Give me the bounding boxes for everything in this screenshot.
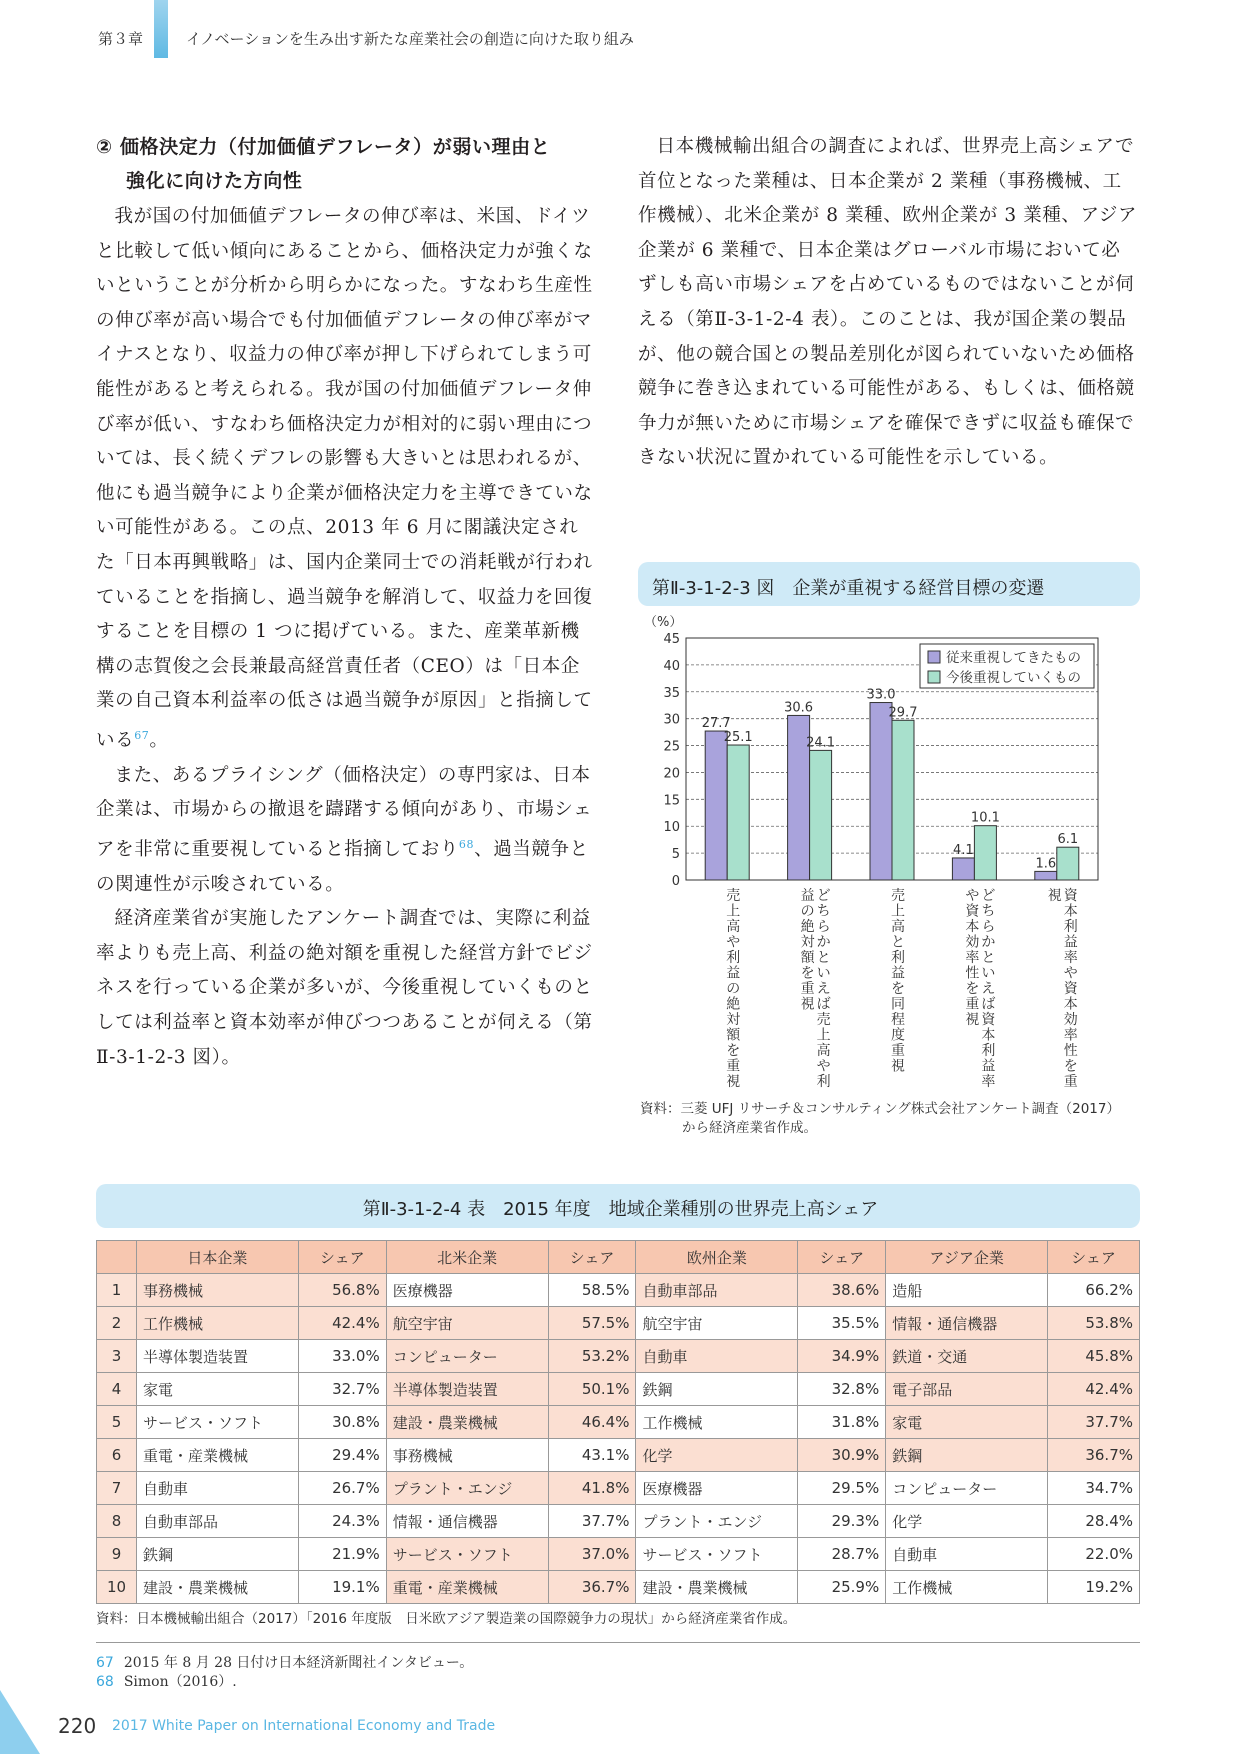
industry-cell: 化学 xyxy=(886,1505,1048,1538)
data-label: 25.1 xyxy=(723,730,753,746)
table-header-cell: シェア xyxy=(548,1241,636,1274)
table-row xyxy=(97,1340,1140,1373)
share-cell: 29.5% xyxy=(798,1472,886,1505)
footnotes xyxy=(96,1654,473,1692)
industry-cell: 鉄鋼 xyxy=(636,1373,798,1406)
left-column xyxy=(96,130,594,1075)
y-tick-label: 30 xyxy=(663,712,680,728)
share-cell: 33.0% xyxy=(298,1340,386,1373)
share-cell: 46.4% xyxy=(548,1406,636,1439)
industry-cell: 自動車 xyxy=(136,1472,298,1505)
y-tick-label: 35 xyxy=(663,685,680,701)
industry-cell: 事務機械 xyxy=(136,1274,298,1307)
rank-cell: 3 xyxy=(97,1340,137,1373)
share-cell: 32.8% xyxy=(798,1373,886,1406)
share-cell: 57.5% xyxy=(548,1307,636,1340)
share-cell: 29.4% xyxy=(298,1439,386,1472)
right-column xyxy=(638,130,1138,476)
y-tick-label: 0 xyxy=(671,874,680,889)
x-tick-label: 売上高と利益を同程度重視 xyxy=(891,888,905,1075)
table-row xyxy=(97,1373,1140,1406)
share-cell: 32.7% xyxy=(298,1373,386,1406)
x-tick-label: 売上高や利益の絶対額を重視 xyxy=(726,888,741,1090)
industry-cell: 医療機器 xyxy=(386,1274,548,1307)
share-cell: 25.9% xyxy=(798,1571,886,1604)
page-number: 220 xyxy=(58,1714,97,1738)
y-tick-label: 5 xyxy=(671,847,680,863)
table-header-cell: 北米企業 xyxy=(386,1241,548,1274)
share-cell: 36.7% xyxy=(1048,1439,1140,1472)
share-cell: 28.4% xyxy=(1048,1505,1140,1538)
industry-cell: 電子部品 xyxy=(886,1373,1048,1406)
table-row xyxy=(97,1472,1140,1505)
table-row xyxy=(97,1406,1140,1439)
table-header-cell: シェア xyxy=(298,1241,386,1274)
chart-source-line1: 資料：三菱 UFJ リサーチ＆コンサルティング株式会社アンケート調査（2017） xyxy=(640,1101,1120,1117)
bar-future xyxy=(892,720,914,880)
legend-swatch xyxy=(928,651,940,663)
industry-cell: 自動車部品 xyxy=(136,1505,298,1538)
data-label: 30.6 xyxy=(784,700,814,716)
rank-cell: 9 xyxy=(97,1538,137,1571)
x-tick-label: どちらかといえば資本利益率や資本効率性を重視 xyxy=(965,888,996,1090)
industry-cell: プラント・エンジ xyxy=(386,1472,548,1505)
share-cell: 42.4% xyxy=(1048,1373,1140,1406)
table-header-cell: シェア xyxy=(798,1241,886,1274)
footnote-item: 68 Simon（2016）. xyxy=(96,1674,237,1690)
rank-cell: 4 xyxy=(97,1373,137,1406)
y-tick-label: 45 xyxy=(663,632,680,647)
share-cell: 42.4% xyxy=(298,1307,386,1340)
share-cell: 43.1% xyxy=(548,1439,636,1472)
data-label: 10.1 xyxy=(970,810,1000,826)
share-cell: 53.2% xyxy=(548,1340,636,1373)
footnote-divider xyxy=(96,1642,1140,1643)
industry-cell: 航空宇宙 xyxy=(636,1307,798,1340)
share-cell: 19.2% xyxy=(1048,1571,1140,1604)
table-row xyxy=(97,1274,1140,1307)
section-heading-line1: ② 価格決定力（付加価値デフレータ）が弱い理由と xyxy=(96,136,551,158)
table-row xyxy=(97,1307,1140,1340)
share-cell: 38.6% xyxy=(798,1274,886,1307)
share-cell: 66.2% xyxy=(1048,1274,1140,1307)
table-row xyxy=(97,1538,1140,1571)
x-tick-label: どちらかといえば売上高や利益の絶対額を重視 xyxy=(800,888,831,1090)
legend-label: 今後重視していくもの xyxy=(946,670,1081,686)
industry-cell: 建設・農業機械 xyxy=(136,1571,298,1604)
industry-cell: 建設・農業機械 xyxy=(386,1406,548,1439)
data-label: 4.1 xyxy=(953,842,974,858)
share-cell: 36.7% xyxy=(548,1571,636,1604)
industry-cell: 化学 xyxy=(636,1439,798,1472)
table-source: 資料：日本機械輸出組合（2017）「2016 年度版 日米欧アジア製造業の国際競争力の現状」から経済産業省作成。 xyxy=(96,1611,797,1627)
footnote-ref[interactable]: 68 xyxy=(458,837,475,851)
share-cell: 29.3% xyxy=(798,1505,886,1538)
industry-cell: 航空宇宙 xyxy=(386,1307,548,1340)
industry-cell: コンピューター xyxy=(386,1340,548,1373)
industry-cell: 自動車部品 xyxy=(636,1274,798,1307)
industry-cell: 自動車 xyxy=(886,1538,1048,1571)
y-axis-unit: （%） xyxy=(644,615,683,630)
data-label: 29.7 xyxy=(888,705,918,721)
table-title: 第Ⅱ-3-1-2-4 表 2015 年度 地域企業種別の世界売上高シェア xyxy=(362,1199,879,1220)
table-row xyxy=(97,1571,1140,1604)
share-cell: 19.1% xyxy=(298,1571,386,1604)
industry-cell: 鉄鋼 xyxy=(886,1439,1048,1472)
industry-cell: 工作機械 xyxy=(136,1307,298,1340)
share-cell: 37.0% xyxy=(548,1538,636,1571)
bar-chart xyxy=(638,608,1140,1104)
share-cell: 26.7% xyxy=(298,1472,386,1505)
industry-cell: 建設・農業機械 xyxy=(636,1571,798,1604)
footnote-ref[interactable]: 67 xyxy=(134,728,150,742)
rank-cell: 1 xyxy=(97,1274,137,1307)
share-cell: 24.3% xyxy=(298,1505,386,1538)
share-cell: 56.8% xyxy=(298,1274,386,1307)
share-cell: 34.9% xyxy=(798,1340,886,1373)
industry-cell: 家電 xyxy=(136,1373,298,1406)
chart-title: 第Ⅱ-3-1-2-3 図 企業が重視する経営目標の変遷 xyxy=(652,578,1045,599)
chart-source xyxy=(640,1100,1140,1138)
data-label: 6.1 xyxy=(1057,832,1079,848)
data-label: 27.7 xyxy=(701,716,731,732)
data-label: 33.0 xyxy=(866,687,896,703)
industry-cell: コンピューター xyxy=(886,1472,1048,1505)
bar-past xyxy=(705,731,727,880)
bar-past xyxy=(1035,871,1057,880)
share-cell: 34.7% xyxy=(1048,1472,1140,1505)
industry-cell: 重電・産業機械 xyxy=(386,1571,548,1604)
share-cell: 30.9% xyxy=(798,1439,886,1472)
industry-cell: 造船 xyxy=(886,1274,1048,1307)
share-cell: 37.7% xyxy=(548,1505,636,1538)
y-tick-label: 25 xyxy=(663,739,680,755)
industry-cell: サービス・ソフト xyxy=(636,1538,798,1571)
legend-swatch xyxy=(928,671,940,683)
rank-cell: 5 xyxy=(97,1406,137,1439)
share-cell: 28.7% xyxy=(798,1538,886,1571)
y-tick-label: 15 xyxy=(663,793,680,809)
body-paragraph: 経済産業省が実施したアンケート調査では、実際に利益率よりも売上高、利益の絶対額を重視した経営方針でビジネスを行っている企業が多いが、今後重視していくものとしては利益率と資本効率が伸びつつあることが伺える（第Ⅱ-3-1-2-3 図）。 xyxy=(96,908,593,1068)
industry-cell: 情報・通信機器 xyxy=(386,1505,548,1538)
share-cell: 58.5% xyxy=(548,1274,636,1307)
rank-cell: 10 xyxy=(97,1571,137,1604)
table-header-cell: シェア xyxy=(1048,1241,1140,1274)
bar-past xyxy=(952,858,974,880)
share-cell: 50.1% xyxy=(548,1373,636,1406)
share-cell: 35.5% xyxy=(798,1307,886,1340)
footnote-item: 67 2015 年 8 月 28 日付け日本経済新聞社インタビュー。 xyxy=(96,1655,474,1671)
share-cell: 22.0% xyxy=(1048,1538,1140,1571)
industry-cell: 鉄道・交通 xyxy=(886,1340,1048,1373)
share-cell: 37.7% xyxy=(1048,1406,1140,1439)
industry-cell: 半導体製造装置 xyxy=(136,1340,298,1373)
industry-cell: 半導体製造装置 xyxy=(386,1373,548,1406)
table-header-cell: 日本企業 xyxy=(136,1241,298,1274)
y-tick-label: 20 xyxy=(663,766,680,782)
bar-future xyxy=(1057,847,1079,880)
data-label: 1.6 xyxy=(1035,856,1057,872)
legend-label: 従来重視してきたもの xyxy=(946,650,1081,666)
table-header-cell: アジア企業 xyxy=(886,1241,1048,1274)
data-label: 24.1 xyxy=(806,735,836,751)
body-paragraph: また、あるプライシング（価格決定）の専門家は、日本企業は、市場からの撤退を躊躇する傾向があり、市場シェアを非常に重要視していると指摘しており$^{68}$、過当競争との関連性が示唆されている。 xyxy=(96,764,593,895)
industry-cell: 家電 xyxy=(886,1406,1048,1439)
chapter-title: イノベーションを生み出す新たな産業社会の創造に向けた取り組み xyxy=(186,30,634,48)
industry-cell: 工作機械 xyxy=(886,1571,1048,1604)
chapter-label: 第３章 xyxy=(98,30,144,48)
industry-cell: 重電・産業機械 xyxy=(136,1439,298,1472)
table-header-row xyxy=(97,1241,1140,1274)
body-paragraph: 我が国の付加価値デフレータの伸び率は、米国、ドイツと比較して低い傾向にあることから、価格決定力が強くないということが分析から明らかになった。すなわち生産性の伸び率が高い場合でも付加価値デフレータの伸び率がマイナスとなり、収益力の伸び率が押し下げられてしまう可能性があると考えられる。我が国の付加価値デフレータ伸び率が低い、すなわち価格決定力が相対的に弱い理由については、長く続くデフレの影響も大きいとは思われるが、他にも過当競争により企業が価格決定力を主導できていない可能性がある。この点、2013 年 6 月に閣議決定された「日本再興戦略」は、国内企業同士での消耗戦が行われていることを指摘し、過当競争を解消して、収益力を回復することを目標の 1 つに掲げている。また、産業革新機構の志賀俊之会長兼最高経営責任者（CEO）は「日本企業の自己資本利益率の低さは過当競争が原因」と指摘している$^{67}$。 xyxy=(96,206,593,752)
industry-cell: サービス・ソフト xyxy=(136,1406,298,1439)
market-share-table xyxy=(96,1240,1140,1604)
footer-accent-triangle xyxy=(0,1690,40,1754)
table-row xyxy=(97,1505,1140,1538)
section-heading xyxy=(96,130,594,198)
industry-cell: サービス・ソフト xyxy=(386,1538,548,1571)
share-cell: 30.8% xyxy=(298,1406,386,1439)
section-heading-line2: 強化に向けた方向性 xyxy=(126,170,303,192)
industry-cell: 情報・通信機器 xyxy=(886,1307,1048,1340)
y-tick-label: 10 xyxy=(663,820,680,836)
bar-future xyxy=(810,750,832,880)
share-cell: 53.8% xyxy=(1048,1307,1140,1340)
y-tick-label: 40 xyxy=(663,658,680,674)
header-accent-bar xyxy=(154,0,168,58)
industry-cell: プラント・エンジ xyxy=(636,1505,798,1538)
rank-cell: 6 xyxy=(97,1439,137,1472)
bar-past xyxy=(870,703,892,880)
share-cell: 21.9% xyxy=(298,1538,386,1571)
rank-cell: 7 xyxy=(97,1472,137,1505)
header-rank xyxy=(97,1241,137,1274)
industry-cell: 鉄鋼 xyxy=(136,1538,298,1571)
body-paragraph: 日本機械輸出組合の調査によれば、世界売上高シェアで首位となった業種は、日本企業が 2 業種（事務機械、工作機械）、北米企業が 8 業種、欧州企業が 3 業種、アジア企業が 6 業種で、日本企業はグローバル市場において必ずしも高い市場シェアを占めているものではないことが伺える（第Ⅱ-3-1-2-4 表）。このことは、我が国企業の製品が、他の競合国との製品差別化が図られていないため価格競争に巻き込まれている可能性がある、もしくは、価格競争力が無いために市場シェアを確保できずに収益も確保できない状況に置かれている可能性を示している。 xyxy=(638,136,1138,469)
bar-future xyxy=(727,745,749,880)
footer-publication-title: 2017 White Paper on International Economy and Trade xyxy=(112,1718,496,1734)
share-cell: 31.8% xyxy=(798,1406,886,1439)
industry-cell: 自動車 xyxy=(636,1340,798,1373)
industry-cell: 事務機械 xyxy=(386,1439,548,1472)
industry-cell: 工作機械 xyxy=(636,1406,798,1439)
chart-source-line2: から経済産業省作成。 xyxy=(682,1120,817,1136)
rank-cell: 2 xyxy=(97,1307,137,1340)
bar-future xyxy=(974,826,996,880)
share-cell: 45.8% xyxy=(1048,1340,1140,1373)
industry-cell: 医療機器 xyxy=(636,1472,798,1505)
rank-cell: 8 xyxy=(97,1505,137,1538)
table-row xyxy=(97,1439,1140,1472)
x-tick-label: 資本利益率や資本効率性を重視 xyxy=(1047,888,1078,1090)
share-cell: 41.8% xyxy=(548,1472,636,1505)
table-header-cell: 欧州企業 xyxy=(636,1241,798,1274)
